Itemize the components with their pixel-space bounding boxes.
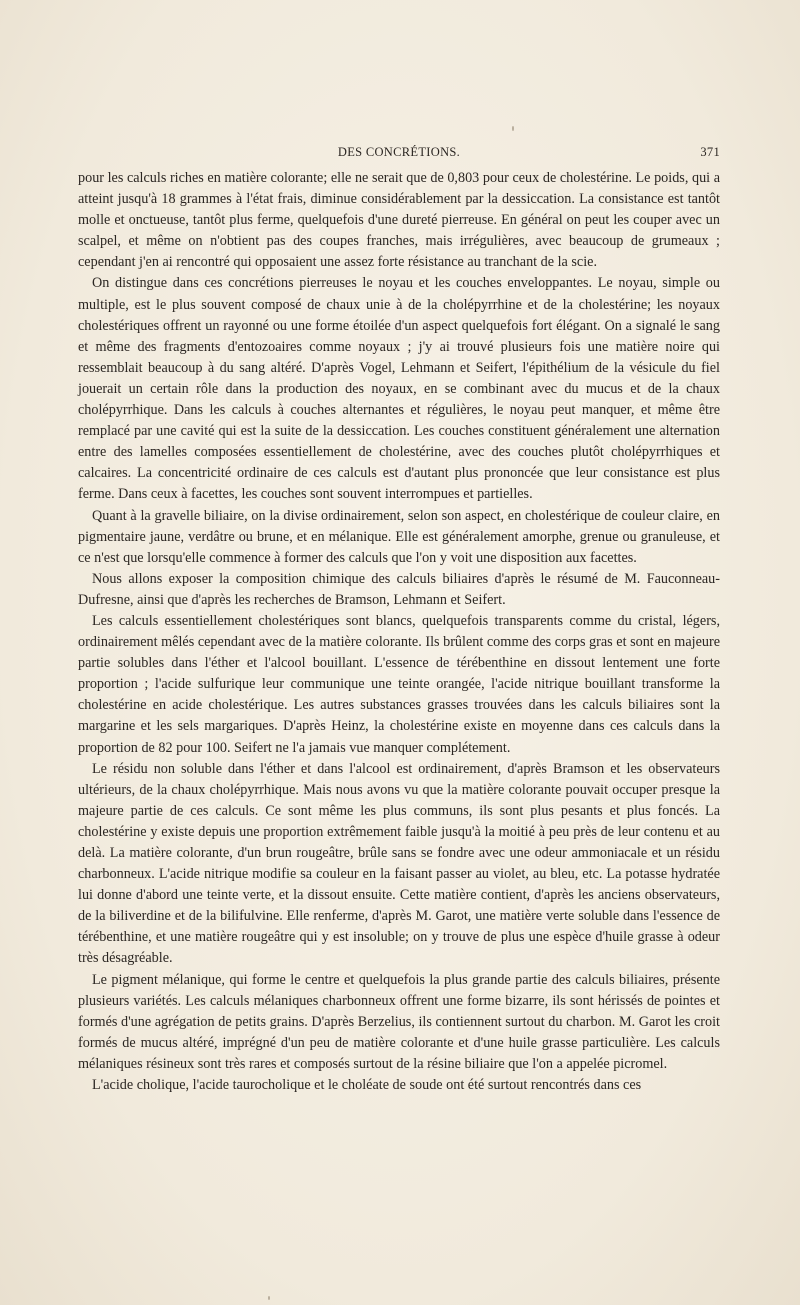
paper-speck: [268, 1296, 270, 1300]
paragraph: Le pigment mélanique, qui forme le centre et quelquefois la plus grande partie des calculs biliaires, présente plusieurs variétés. Les calculs mélaniques charbonneux offrent une forme bizarre, ils sont hérissés de pointes et formés d'une agrégation de petits grains. D'après Berzelius, ils contiennent surtout du charbon. M. Garot les croit formés de mucus altéré, imprégné d'un peu de matière colorante et d'une huile grasse particulière. Les calculs mélaniques résineux sont très rares et composés surtout de la résine biliaire que l'on a appelée picromel.: [78, 971, 720, 1072]
paragraph: Les calculs essentiellement cholestériques sont blancs, quelquefois transparents comme du cristal, légers, ordinairement mêlés cependant avec de la matière colorante. Ils brûlent comme des corps gras et sont en majeure partie solubles dans l'éther et l'alcool bouillant. L'essence de térébenthine en dissout lentement une forte proportion ; l'acide sulfurique leur communique une teinte orangée, l'acide nitrique bouillant transforme la cholestérine en acide cholestérique. Les autres substances grasses trouvées dans les calculs biliaires sont la margarine et les sels margariques. D'après Heinz, la cholestérine existe en moyenne dans ces calculs dans la proportion de 82 pour 100. Seifert ne l'a jamais vue manquer complétement.: [78, 612, 720, 756]
paragraph: Nous allons exposer la composition chimique des calculs biliaires d'après le résumé de M. Fauconneau-Dufresne, ainsi que d'après les recherches de Bramson, Lehmann et Seifert.: [78, 570, 720, 608]
body-text: [78, 168, 720, 1096]
running-title: DES CONCRÉTIONS.: [337, 145, 461, 159]
paragraph: pour les calculs riches en matière colorante; elle ne serait que de 0,803 pour ceux de cholestérine. Le poids, qui a atteint jusqu'à 18 grammes à l'état frais, diminue considérablement par la dessiccation. La consistance est tantôt molle et onctueuse, tantôt plus ferme, quelquefois d'une dureté pierreuse. En général on peut les couper avec un scalpel, et même on n'obtient pas des coupes franches, mais irrégulières, avec beaucoup de grumeaux ; cependant j'en ai rencontré qui opposaient une assez forte résistance au tranchant de la scie.: [78, 170, 720, 271]
paragraph: Le résidu non soluble dans l'éther et dans l'alcool est ordinairement, d'après Bramson et les observateurs ultérieurs, de la chaux cholépyrrhique. Mais nous avons vu que la matière colorante pouvait occuper presque la majeure partie de ces calculs. Ce sont même les plus communs, ils sont plus pesants et plus foncés. La cholestérine y existe depuis une proportion extrêmement faible jusqu'à la moitié à peu près de leur contenu et au delà. La matière colorante, d'un brun rougeâtre, brûle sans se fondre avec une odeur ammoniacale et un résidu charbonneux. L'acide nitrique modifie sa couleur en la faisant passer au violet, au bleu, etc. La potasse hydratée lui donne d'abord une teinte verte, et la dissout ensuite. Cette matière contient, d'après les anciens observateurs, de la biliverdine et de la bilifulvine. Elle renferme, d'après M. Garot, une matière verte soluble dans l'essence de térébenthine, et une matière rougeâtre qui y est insoluble; on y trouve de plus une espèce d'huile grasse à odeur très désagréable.: [78, 760, 720, 967]
page-number: 371: [700, 145, 720, 159]
paragraph: L'acide cholique, l'acide taurocholique et le choléate de soude ont été surtout rencontrés dans ces: [92, 1077, 642, 1094]
paragraph: On distingue dans ces concrétions pierreuses le noyau et les couches enveloppantes. Le noyau, simple ou multiple, est le plus souvent composé de chaux unie à de la cholépyrrhine et de la cholestérine; les noyaux cholestériques offrent un rayonné ou une forme étoilée d'un aspect quelquefois fort élégant. On a signalé le sang et même des fragments d'entozoaires comme noyaux ; j'y ai trouvé plusieurs fois une matière noire qui ressemblait beaucoup à du sang altéré. D'après Vogel, Lehmann et Seifert, l'épithélium de la vésicule du fiel jouerait un certain rôle dans la production des noyaux, en se combinant avec du mucus et de la chaux cholépyrrhique. Dans les calculs à couches alternantes et régulières, le noyau peut manquer, et même être remplacé par une cavité qui est la suite de la dessiccation. Les couches constituent généralement une alternation entre des lamelles composées essentiellement de cholestérine, avec des couches plutôt cholépyrrhiques et calcaires. La concentricité ordinaire de ces calculs est d'autant plus prononcée que leur consistance est plus ferme. Dans ceux à facettes, les couches sont souvent interrompues et partielles.: [78, 275, 720, 503]
page-header: [78, 145, 720, 163]
paragraph: Quant à la gravelle biliaire, on la divise ordinairement, selon son aspect, en cholestérique de couleur claire, en pigmentaire jaune, verdâtre ou brune, et en mélanique. Elle est généralement amorphe, grenue ou granuleuse, et ce n'est que lorsqu'elle commence à former des calculs que l'on y voit une disposition aux facettes.: [78, 507, 720, 566]
paper-speck: [512, 126, 514, 131]
